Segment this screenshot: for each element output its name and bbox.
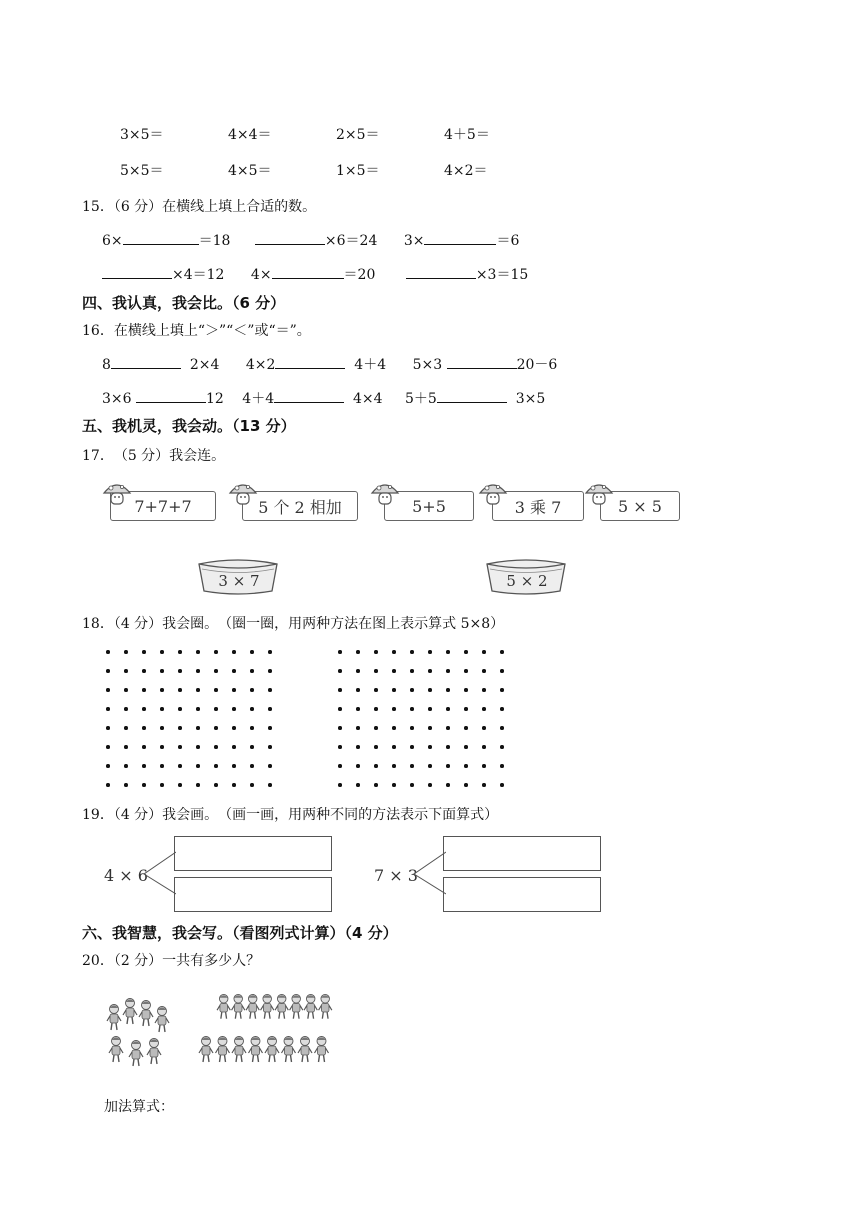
dot: [106, 783, 110, 787]
dot: [142, 745, 146, 749]
dot: [464, 707, 468, 711]
dot: [268, 707, 272, 711]
dot: [160, 688, 164, 692]
expression-card[interactable]: 7+7+7: [110, 491, 216, 521]
q16-item: 8 2×4: [102, 357, 219, 373]
dot: [106, 707, 110, 711]
dot: [196, 745, 200, 749]
dot: [250, 650, 254, 654]
dot: [232, 726, 236, 730]
drawing-box[interactable]: [443, 877, 601, 912]
dot: [196, 764, 200, 768]
dot: [338, 669, 342, 673]
q15-title: 15．（6 分）在横线上填上合适的数。: [82, 199, 317, 215]
q20-answer-label: 加法算式：: [104, 1099, 174, 1115]
dot: [250, 745, 254, 749]
dot: [392, 650, 396, 654]
basket[interactable]: [196, 558, 282, 598]
dot: [142, 783, 146, 787]
dot: [338, 726, 342, 730]
expression-card[interactable]: 3 乘 7: [492, 491, 584, 521]
dot: [196, 707, 200, 711]
dot: [410, 707, 414, 711]
dot: [268, 726, 272, 730]
calc-item: 4×2＝: [444, 163, 488, 179]
dot: [124, 669, 128, 673]
dot: [374, 669, 378, 673]
branch-lines: [142, 848, 176, 898]
dot: [464, 650, 468, 654]
dot: [428, 726, 432, 730]
dot: [232, 650, 236, 654]
child-figure: [275, 994, 288, 1018]
dot: [160, 650, 164, 654]
dot: [482, 783, 486, 787]
q15-item: ×3＝15: [406, 267, 528, 283]
dot: [482, 707, 486, 711]
dot: [500, 764, 504, 768]
dot: [374, 688, 378, 692]
dot: [214, 764, 218, 768]
mushroom-icon: [370, 480, 400, 506]
dot: [374, 707, 378, 711]
dot: [374, 745, 378, 749]
dot: [250, 783, 254, 787]
child-figure: [246, 994, 259, 1018]
child-figure: [107, 1005, 121, 1031]
answer-blank[interactable]: [275, 354, 345, 369]
q15-item: ×4＝12: [102, 267, 224, 283]
section-heading-6: 六、我智慧，我会写。（看图列式计算）（4 分）: [82, 924, 398, 942]
dot: [464, 745, 468, 749]
dot: [338, 783, 342, 787]
dot: [142, 688, 146, 692]
q19-title: 19．（4 分）我会画。 （画一画，用两种不同的方法表示下面算式）: [82, 807, 499, 823]
dot: [482, 745, 486, 749]
dot-grid-left[interactable]: [106, 650, 272, 787]
mushroom-icon: [584, 480, 614, 506]
dot: [374, 764, 378, 768]
dot: [392, 745, 396, 749]
dot: [428, 764, 432, 768]
dot: [446, 688, 450, 692]
dot: [446, 707, 450, 711]
calc-item: 2×5＝: [336, 127, 380, 143]
basket-label: 3 × 7: [218, 572, 260, 590]
dot: [106, 688, 110, 692]
dot: [410, 764, 414, 768]
answer-blank[interactable]: [272, 264, 344, 279]
dot: [356, 688, 360, 692]
dot: [446, 783, 450, 787]
drawing-box[interactable]: [443, 836, 601, 871]
dot: [268, 669, 272, 673]
q15-item: 4× ＝20: [251, 267, 375, 283]
answer-blank[interactable]: [102, 264, 172, 279]
dot: [446, 764, 450, 768]
dot: [232, 688, 236, 692]
dot: [356, 745, 360, 749]
dot: [160, 745, 164, 749]
q16-title: 16．在横线上填上“＞”“＜”或“＝”。: [82, 323, 311, 339]
child-figure: [109, 1037, 123, 1063]
dot: [482, 669, 486, 673]
child-figure: [304, 994, 317, 1018]
answer-blank[interactable]: [255, 230, 325, 245]
q16-item: 4×2 4＋4: [246, 357, 386, 373]
dot: [374, 783, 378, 787]
child-figure: [232, 994, 245, 1018]
children-group-icon: [100, 990, 340, 1070]
dot: [232, 745, 236, 749]
branch-lines: [412, 848, 446, 898]
dot: [142, 650, 146, 654]
dot: [464, 783, 468, 787]
dot: [142, 726, 146, 730]
dot: [464, 688, 468, 692]
dot: [338, 688, 342, 692]
q16-item: 5×3 20－6: [413, 357, 558, 373]
expression-label: 4 × 6: [104, 866, 148, 885]
dot: [482, 726, 486, 730]
dot: [178, 707, 182, 711]
q16-item: 4＋4 4×4: [242, 391, 382, 407]
answer-blank[interactable]: [406, 264, 476, 279]
dot: [464, 764, 468, 768]
dot: [178, 745, 182, 749]
dot: [178, 688, 182, 692]
q15-item: 6× ＝18: [102, 233, 230, 249]
dot: [142, 669, 146, 673]
dot: [356, 764, 360, 768]
child-figure: [261, 994, 274, 1018]
dot: [160, 764, 164, 768]
child-figure: [155, 1007, 169, 1033]
dot: [124, 745, 128, 749]
dot: [196, 669, 200, 673]
dot: [214, 707, 218, 711]
q15-row-1: [102, 230, 519, 250]
dot: [356, 726, 360, 730]
dot: [106, 726, 110, 730]
dot: [338, 707, 342, 711]
basket-label: 5 × 2: [506, 572, 548, 590]
q16-item: 5＋5 3×5: [405, 391, 545, 407]
dot: [446, 745, 450, 749]
mushroom-icon: [102, 480, 132, 506]
dot: [500, 669, 504, 673]
child-figure: [298, 1037, 312, 1063]
dot: [500, 688, 504, 692]
dot: [500, 745, 504, 749]
dot: [464, 726, 468, 730]
answer-blank[interactable]: [111, 354, 181, 369]
q15-item: 3× ＝6: [404, 233, 520, 249]
dot: [178, 726, 182, 730]
section-heading-5: 五、我机灵，我会动。（13 分）: [82, 417, 296, 435]
dot: [250, 707, 254, 711]
dot: [250, 669, 254, 673]
dot: [178, 669, 182, 673]
child-figure: [282, 1037, 296, 1063]
dot: [124, 688, 128, 692]
child-figure: [216, 1037, 230, 1063]
dot: [374, 726, 378, 730]
dot: [446, 650, 450, 654]
dot: [268, 783, 272, 787]
calc-item: 3×5＝: [120, 127, 164, 143]
dot: [482, 764, 486, 768]
dot: [214, 783, 218, 787]
dot: [500, 650, 504, 654]
dot: [214, 726, 218, 730]
dot: [178, 783, 182, 787]
answer-blank[interactable]: [437, 388, 507, 403]
expression-card[interactable]: 5 × 5: [600, 491, 680, 521]
dot: [124, 707, 128, 711]
calc-item: 4＋5＝: [444, 127, 490, 143]
child-figure: [315, 1037, 329, 1063]
dot: [106, 745, 110, 749]
section-heading-4: 四、我认真，我会比。（6 分）: [82, 294, 286, 312]
dot: [392, 764, 396, 768]
calc-item: 4×5＝: [228, 163, 272, 179]
dot: [374, 650, 378, 654]
dot: [428, 650, 432, 654]
child-figure: [123, 999, 137, 1025]
dot: [160, 707, 164, 711]
dot-grid-right[interactable]: [338, 650, 504, 787]
dot: [410, 688, 414, 692]
dot: [410, 650, 414, 654]
dot: [500, 726, 504, 730]
mushroom-icon: [228, 480, 258, 506]
calc-row-2: [0, 160, 860, 180]
dot: [392, 707, 396, 711]
children-illustration: [100, 990, 340, 1070]
dot: [214, 669, 218, 673]
dot: [250, 688, 254, 692]
dot: [356, 783, 360, 787]
dot: [196, 650, 200, 654]
dot: [178, 764, 182, 768]
dot: [392, 669, 396, 673]
dot: [268, 745, 272, 749]
child-figure: [249, 1037, 263, 1063]
dot: [160, 669, 164, 673]
calc-item: 1×5＝: [336, 163, 380, 179]
dot: [214, 688, 218, 692]
q16-row-1: [102, 354, 557, 374]
dot: [428, 688, 432, 692]
dot: [392, 726, 396, 730]
dot: [428, 745, 432, 749]
dot: [500, 707, 504, 711]
dot: [356, 707, 360, 711]
dot: [160, 783, 164, 787]
basket[interactable]: [484, 558, 570, 598]
dot: [338, 745, 342, 749]
dot: [338, 650, 342, 654]
dot: [410, 783, 414, 787]
dot: [392, 783, 396, 787]
answer-blank[interactable]: [123, 230, 199, 245]
dot: [106, 669, 110, 673]
dot: [142, 707, 146, 711]
expression-card[interactable]: 5+5: [384, 491, 474, 521]
dot: [268, 650, 272, 654]
dot: [446, 726, 450, 730]
dot: [268, 688, 272, 692]
dot: [214, 745, 218, 749]
expression-card[interactable]: 5 个 2 相加: [242, 491, 358, 521]
dot: [160, 726, 164, 730]
dot: [232, 669, 236, 673]
dot: [124, 783, 128, 787]
dot: [196, 783, 200, 787]
drawing-box[interactable]: [174, 877, 332, 912]
q20-title: 20．（2 分）一共有多少人？: [82, 953, 261, 969]
dot: [446, 669, 450, 673]
calc-row-1: [0, 124, 860, 144]
dot: [410, 726, 414, 730]
dot: [500, 783, 504, 787]
answer-blank[interactable]: [447, 354, 517, 369]
dot: [428, 707, 432, 711]
child-figure: [129, 1041, 143, 1067]
dot: [428, 669, 432, 673]
child-figure: [232, 1037, 246, 1063]
child-figure: [139, 1001, 153, 1027]
dot: [356, 669, 360, 673]
dot: [250, 726, 254, 730]
dot: [464, 669, 468, 673]
child-figure: [265, 1037, 279, 1063]
child-figure: [199, 1037, 213, 1063]
q16-item: 3×6 12: [102, 391, 224, 407]
expression-label: 7 × 3: [374, 866, 418, 885]
dot: [196, 726, 200, 730]
dot: [428, 783, 432, 787]
dot: [178, 650, 182, 654]
dot: [356, 650, 360, 654]
q16-row-2: [102, 388, 545, 408]
q15-item: ×6＝24: [255, 233, 377, 249]
child-figure: [217, 994, 230, 1018]
dot: [232, 783, 236, 787]
calc-item: 5×5＝: [120, 163, 164, 179]
dot: [410, 745, 414, 749]
dot: [142, 764, 146, 768]
q17-title: 17． （5 分）我会连。: [82, 448, 226, 464]
answer-blank[interactable]: [274, 388, 344, 403]
child-figure: [290, 994, 303, 1018]
dot: [392, 688, 396, 692]
dot: [214, 650, 218, 654]
calc-item: 4×4＝: [228, 127, 272, 143]
q15-row-2: [102, 264, 528, 284]
dot: [338, 764, 342, 768]
dot: [232, 707, 236, 711]
dot: [482, 650, 486, 654]
answer-blank[interactable]: [136, 388, 206, 403]
child-figure: [147, 1039, 161, 1065]
dot: [106, 650, 110, 654]
dot: [250, 764, 254, 768]
dot: [124, 650, 128, 654]
q18-title: 18．（4 分）我会圈。 （圈一圈，用两种方法在图上表示算式 5×8）: [82, 616, 505, 632]
mushroom-icon: [478, 480, 508, 506]
dot: [482, 688, 486, 692]
dot: [232, 764, 236, 768]
dot: [196, 688, 200, 692]
dot: [268, 764, 272, 768]
dot: [124, 764, 128, 768]
child-figure: [319, 994, 332, 1018]
dot: [410, 669, 414, 673]
answer-blank[interactable]: [424, 230, 496, 245]
drawing-box[interactable]: [174, 836, 332, 871]
dot: [124, 726, 128, 730]
dot: [106, 764, 110, 768]
